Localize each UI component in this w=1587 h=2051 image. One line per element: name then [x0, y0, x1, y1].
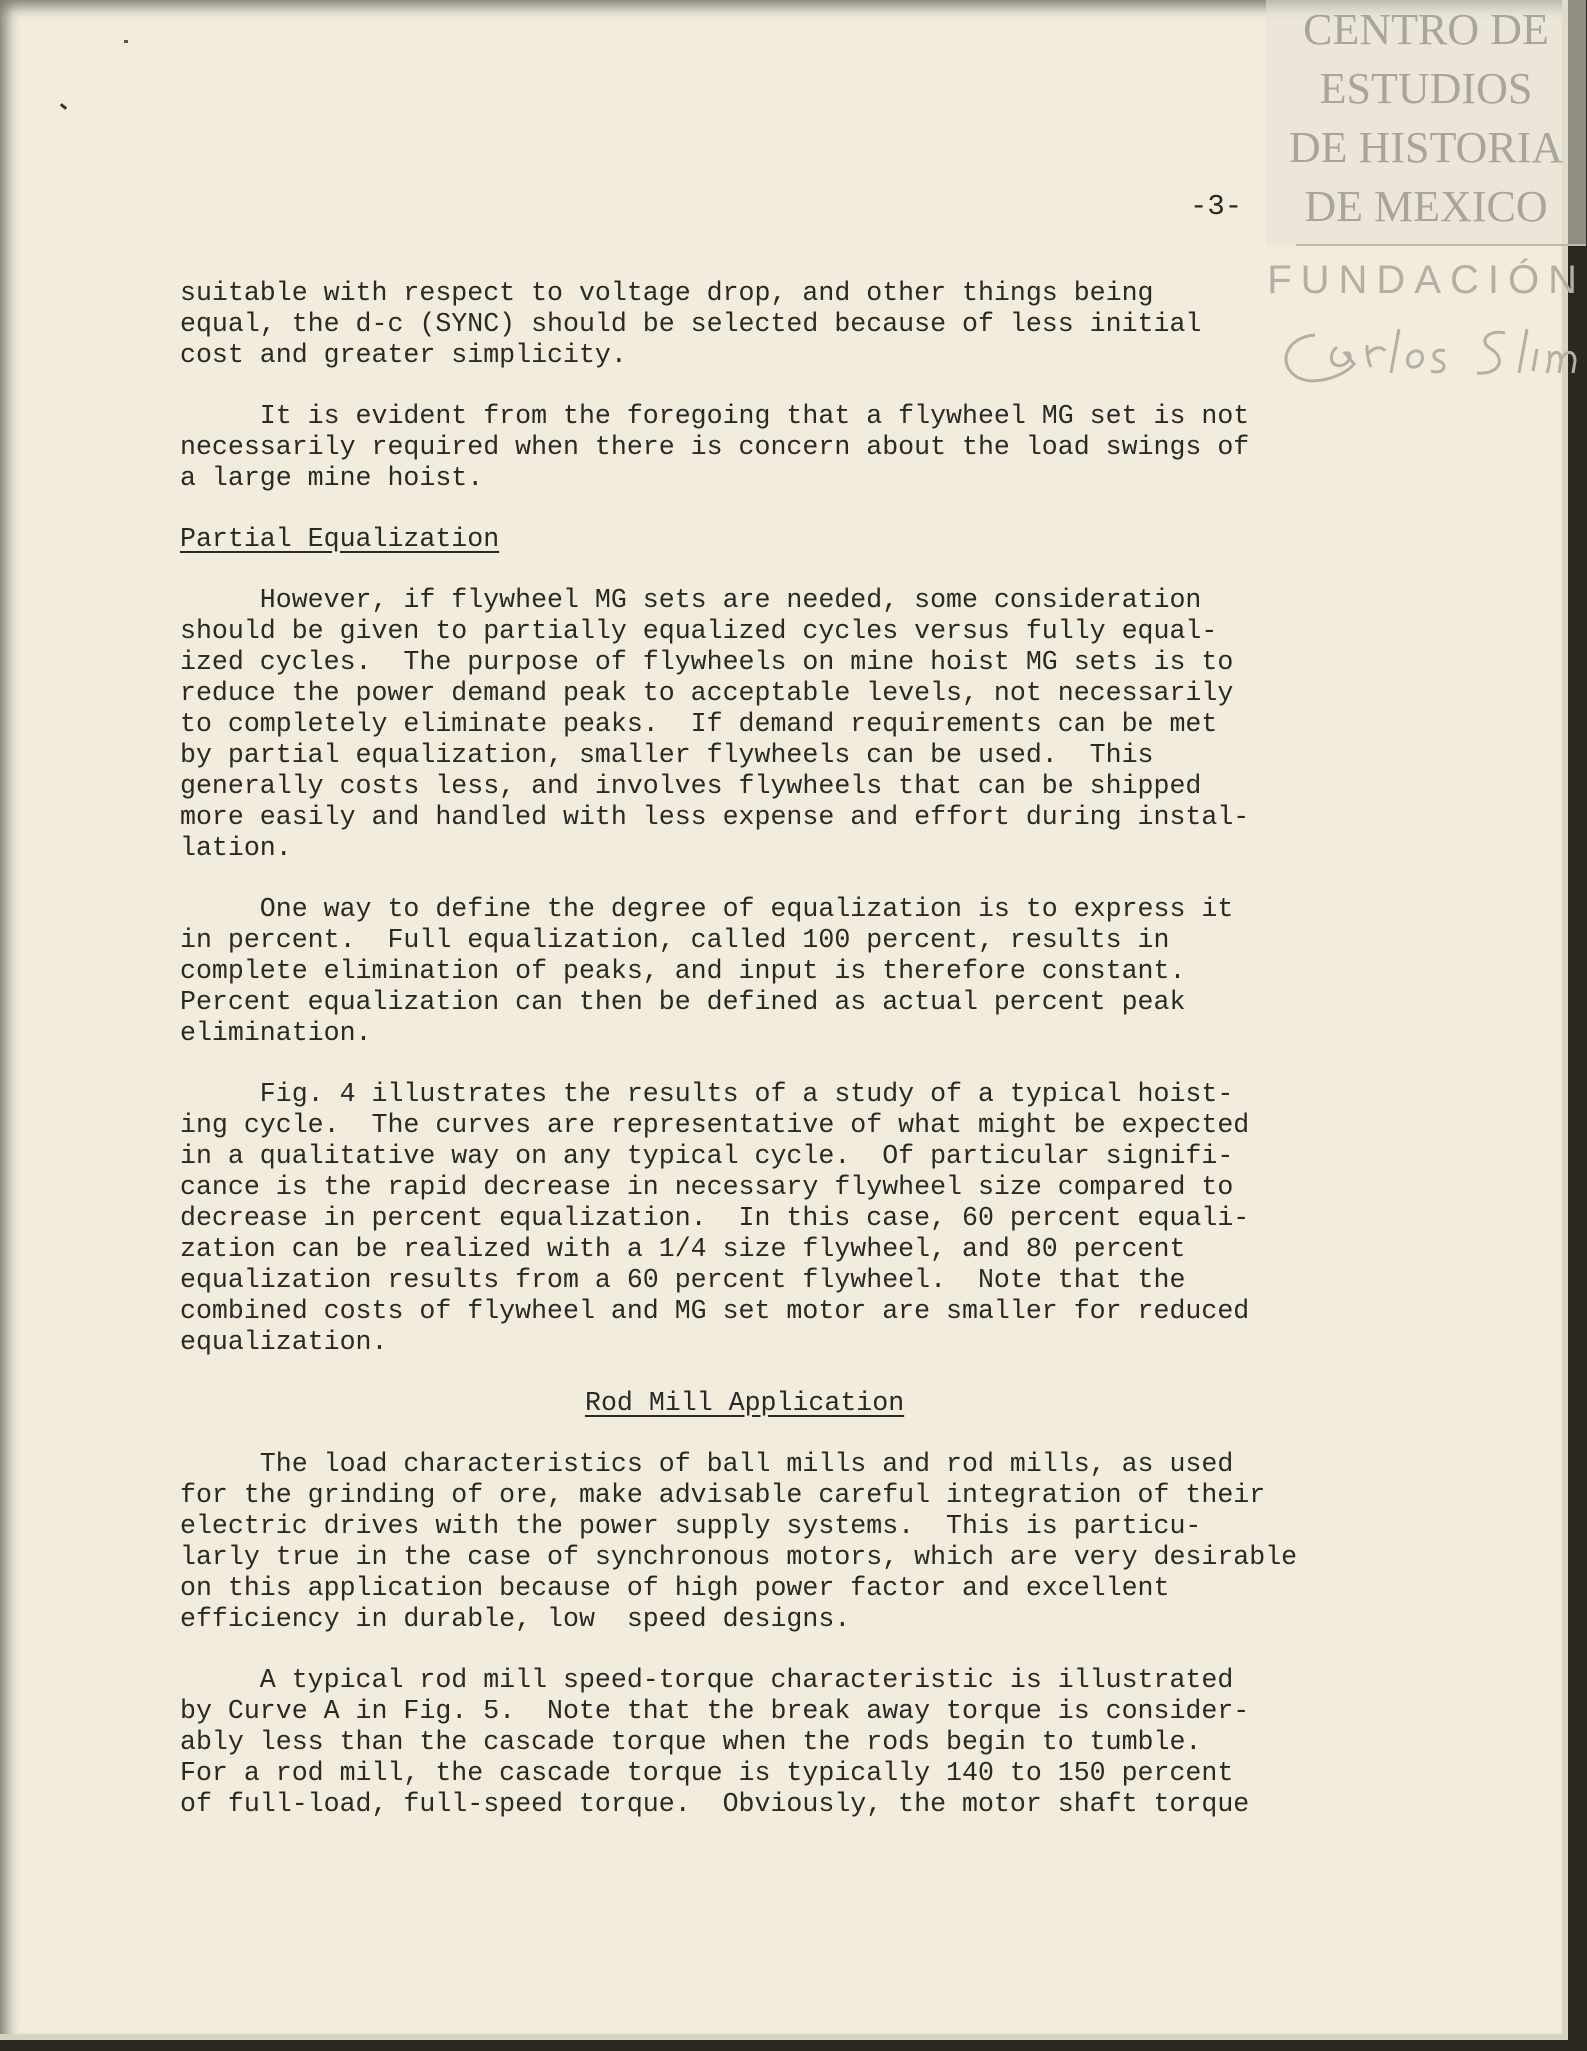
text-line: zation can be realized with a 1/4 size flywheel, and 80 percent: [180, 1234, 1186, 1264]
text-line: Fig. 4 illustrates the results of a study of a typical hoist-: [180, 1079, 1234, 1109]
text-line: of full-load, full-speed torque. Obviously, the motor shaft torque: [180, 1789, 1250, 1819]
text-line: A typical rod mill speed-torque characteristic is illustrated: [180, 1665, 1234, 1695]
text-line: However, if flywheel MG sets are needed, some consideration: [180, 585, 1202, 615]
text-line: by Curve A in Fig. 5. Note that the break away torque is consider-: [180, 1696, 1250, 1726]
heading-text: Rod Mill Application: [585, 1388, 905, 1418]
text-line: suitable with respect to voltage drop, and other things being: [180, 278, 1154, 308]
text-line: decrease in percent equalization. In this case, 60 percent equali-: [180, 1203, 1250, 1233]
text-line: a large mine hoist.: [180, 463, 484, 493]
section-heading-rod-mill-application: [180, 1388, 1500, 1419]
stray-mark: [124, 40, 128, 43]
page-number: -3-: [1190, 190, 1243, 223]
section-heading-partial-equalization: [180, 524, 1500, 555]
text-line: ably less than the cascade torque when the rods begin to tumble.: [180, 1727, 1202, 1757]
text-line: It is evident from the foregoing that a flywheel MG set is not: [180, 401, 1250, 431]
text-line: electric drives with the power supply systems. This is particu-: [180, 1511, 1202, 1541]
watermark-line: ESTUDIOS: [1319, 64, 1533, 113]
text-line: lation.: [180, 833, 292, 863]
watermark-line: CENTRO DE: [1303, 5, 1549, 54]
text-line: cance is the rapid decrease in necessary flywheel size compared to: [180, 1172, 1234, 1202]
text-line: complete elimination of peaks, and input is therefore constant.: [180, 956, 1186, 986]
paragraph: [180, 1079, 1500, 1358]
text-line: Percent equalization can then be defined as actual percent peak: [180, 987, 1186, 1017]
text-line: equalization.: [180, 1327, 388, 1357]
archive-watermark: [1266, 0, 1586, 245]
text-line: for the grinding of ore, make advisable careful integration of their: [180, 1480, 1266, 1510]
text-line: ized cycles. The purpose of flywheels on mine hoist MG sets is to: [180, 647, 1234, 677]
text-line: by partial equalization, smaller flywheels can be used. This: [180, 740, 1154, 770]
text-line: ing cycle. The curves are representative of what might be expected: [180, 1110, 1250, 1140]
heading-text: Partial Equalization: [180, 524, 500, 554]
paragraph: [180, 894, 1500, 1049]
text-line: should be given to partially equalized cycles versus fully equal-: [180, 616, 1218, 646]
rod-mill-section: [180, 1449, 1500, 1820]
watermark-line: DE MEXICO: [1304, 182, 1548, 231]
watermark-line: DE HISTORIA: [1288, 123, 1564, 172]
text-line: reduce the power demand peak to acceptable levels, not necessarily: [180, 678, 1234, 708]
text-line: efficiency in durable, low speed designs.: [180, 1604, 851, 1634]
paragraph: [180, 1449, 1500, 1635]
text-line: equalization results from a 60 percent flywheel. Note that the: [180, 1265, 1186, 1295]
text-line: in percent. Full equalization, called 100 percent, results in: [180, 925, 1170, 955]
text-line: necessarily required when there is concern about the load swings of: [180, 432, 1250, 462]
signature-logo-icon: [1275, 325, 1585, 395]
paragraph: [180, 1665, 1500, 1820]
text-line: For a rod mill, the cascade torque is typically 140 to 150 percent: [180, 1758, 1234, 1788]
text-line: in a qualitative way on any typical cycle. Of particular signifi-: [180, 1141, 1234, 1171]
text-line: elimination.: [180, 1018, 372, 1048]
text-line: to completely eliminate peaks. If demand requirements can be met: [180, 709, 1218, 739]
text-line: more easily and handled with less expense and effort during instal-: [180, 802, 1250, 832]
text-line: One way to define the degree of equalization is to express it: [180, 894, 1234, 924]
text-line: on this application because of high power factor and excellent: [180, 1573, 1170, 1603]
paragraph: [180, 401, 1500, 494]
text-line: generally costs less, and involves flywheels that can be shipped: [180, 771, 1202, 801]
text-line: combined costs of flywheel and MG set motor are smaller for reduced: [180, 1296, 1250, 1326]
text-line: cost and greater simplicity.: [180, 340, 627, 370]
document-body: [180, 278, 1500, 1850]
partial-equalization-section: [180, 585, 1500, 1358]
stray-tick-mark: [60, 103, 67, 110]
paragraph: [180, 585, 1500, 864]
text-line: larly true in the case of synchronous motors, which are very desirable: [180, 1542, 1298, 1572]
watermark-divider: [1296, 244, 1586, 246]
text-line: The load characteristics of ball mills and rod mills, as used: [180, 1449, 1234, 1479]
watermark-fundacion: FUNDACIÓN: [1267, 258, 1586, 302]
text-line: equal, the d-c (SYNC) should be selected because of less initial: [180, 309, 1202, 339]
